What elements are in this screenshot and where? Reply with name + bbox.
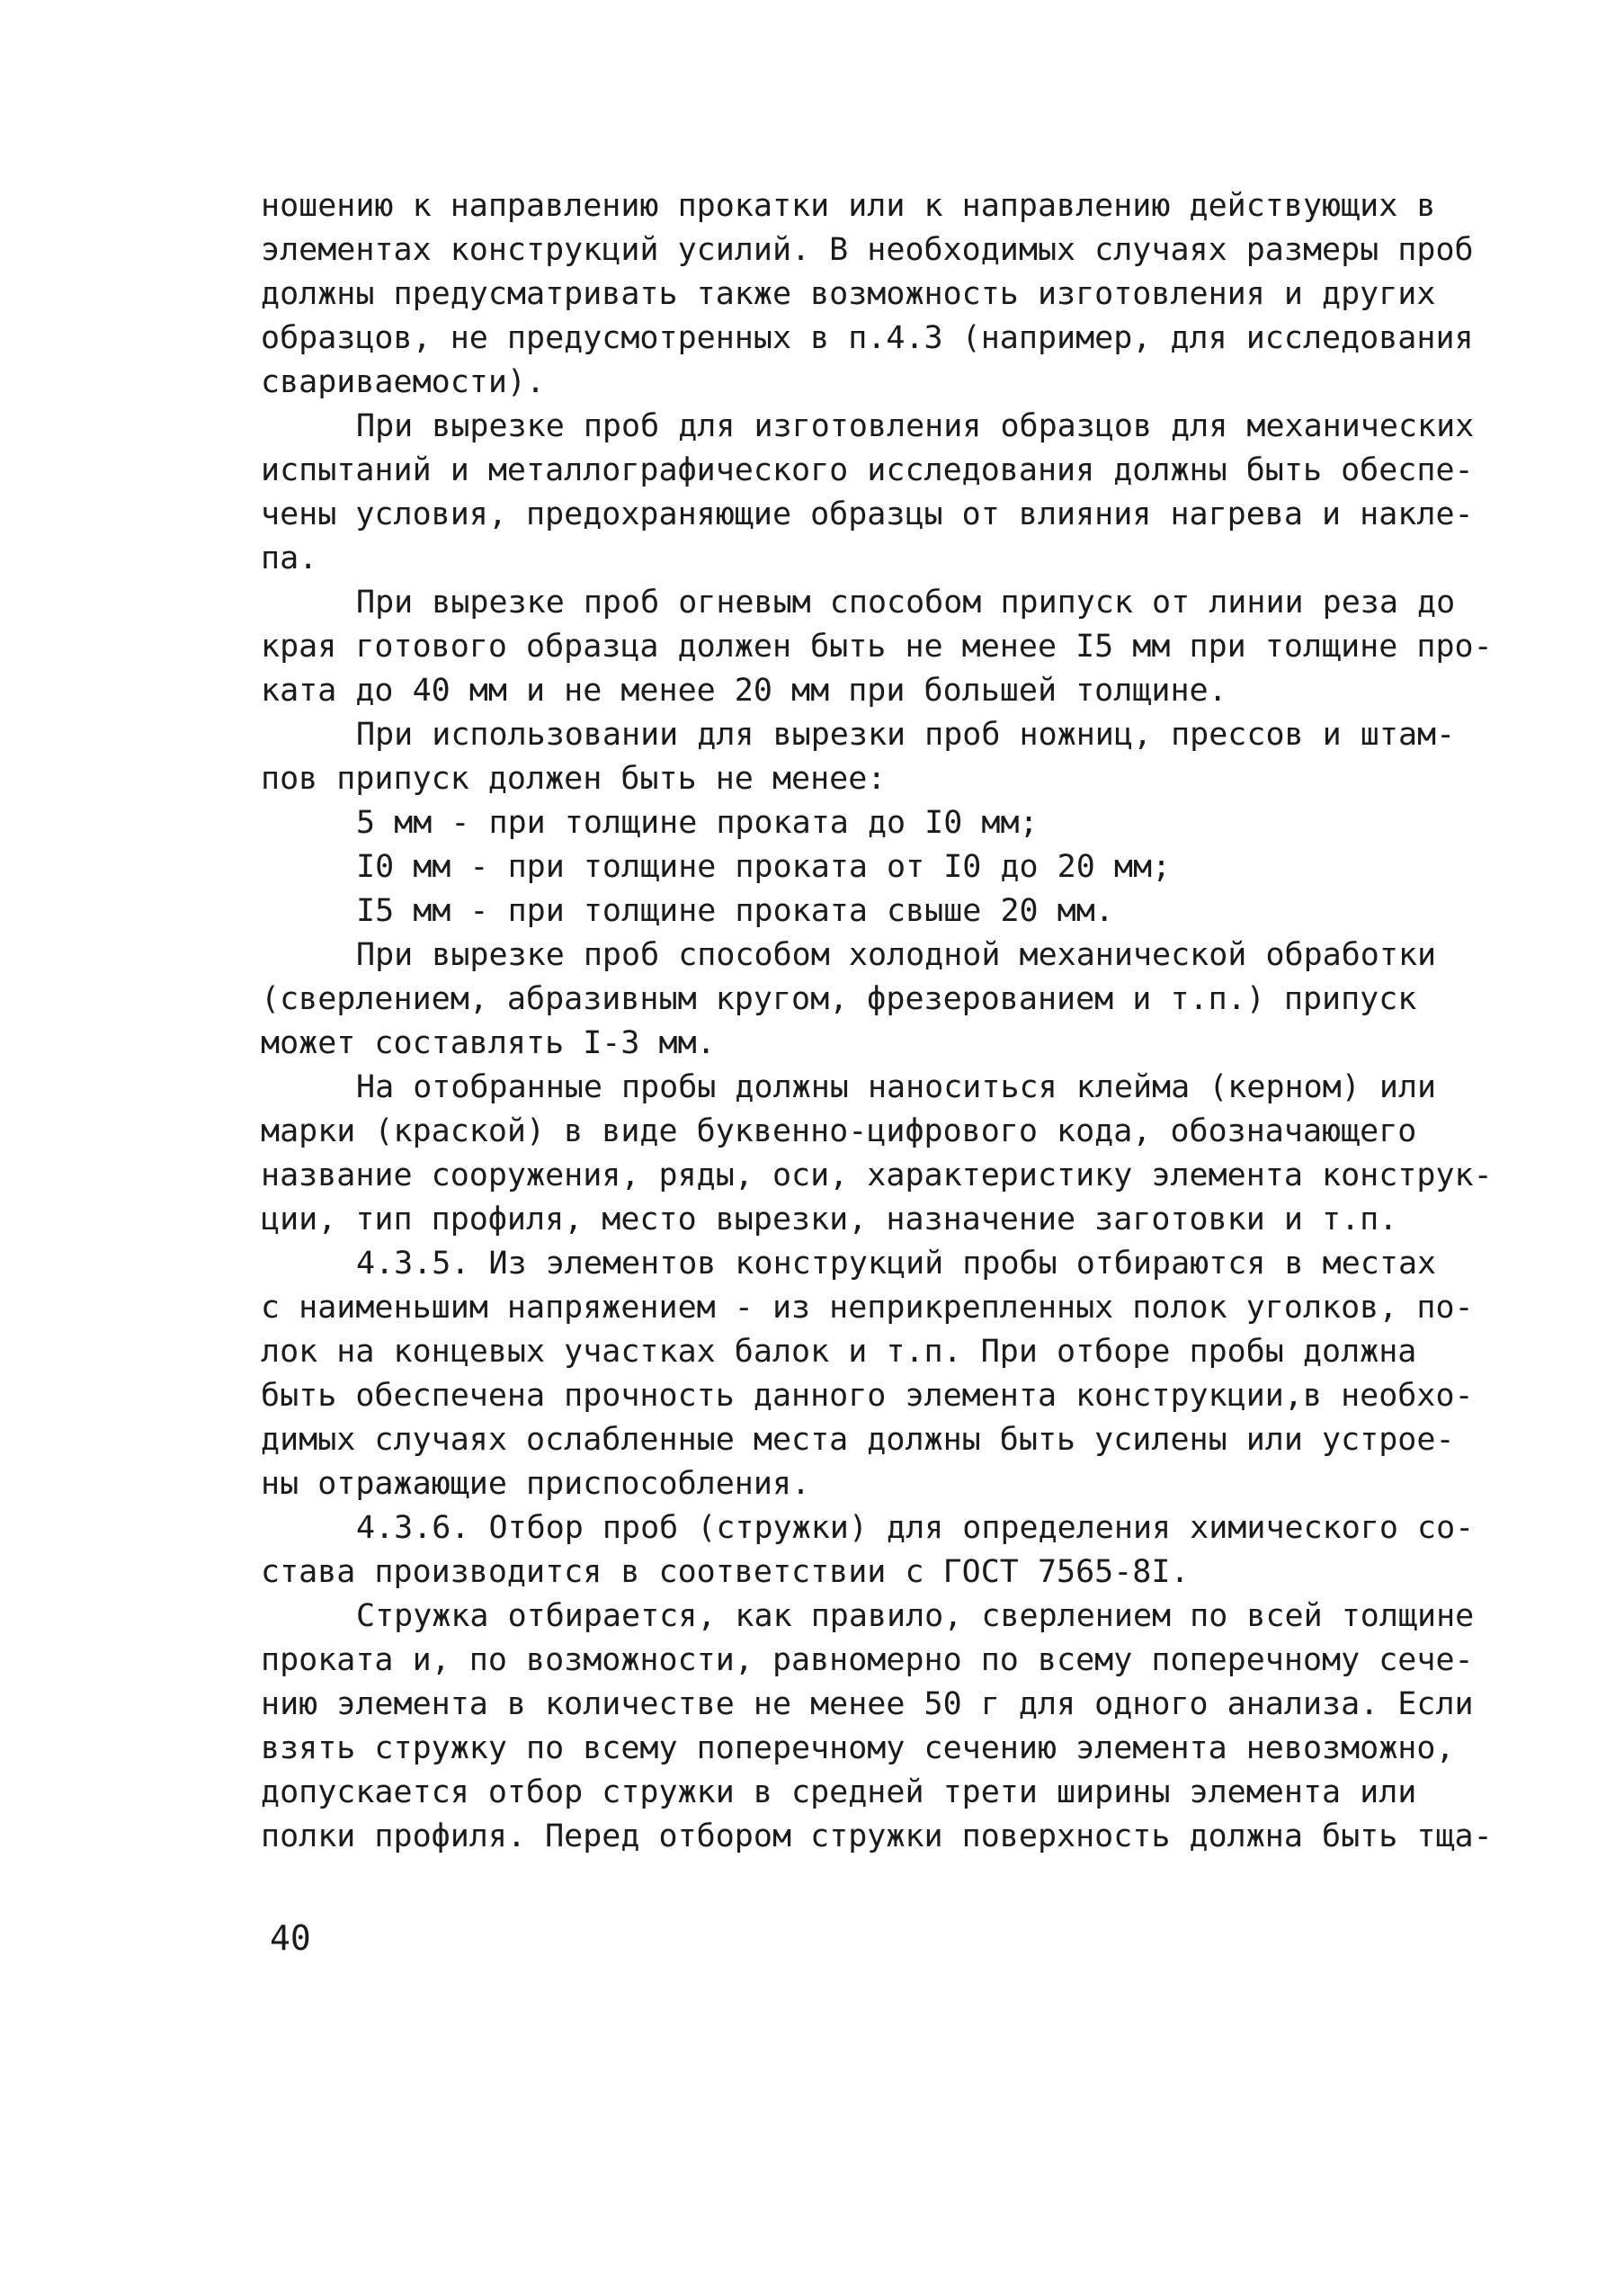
text-line: образцов, не предусмотренных в п.4.3 (например, для исследования — [261, 320, 1474, 356]
text-line: с наименьшим напряжением - из неприкрепленных полок уголков, по- — [261, 1290, 1474, 1326]
text-line: ны отражающие приспособления. — [261, 1466, 811, 1502]
text-line: полки профиля. Перед отбором стружки поверхность должна быть тща- — [261, 1818, 1493, 1854]
text-line: название сооружения, ряды, оси, характеристику элемента конструк- — [261, 1157, 1493, 1193]
text-line: должны предусматривать также возможность изготовления и других — [261, 276, 1436, 312]
text-line: края готового образца должен быть не менее I5 мм при толщине про- — [261, 629, 1493, 665]
text-line: При вырезке проб способом холодной механической обработки — [356, 937, 1437, 973]
text-line: ции, тип профиля, место вырезки, назначение заготовки и т.п. — [261, 1202, 1398, 1237]
page-number: 40 — [270, 1918, 311, 1958]
text-line: 5 мм - при толщине проката до I0 мм; — [356, 805, 1039, 841]
text-line: (сверлением, абразивным кругом, фрезерованием и т.п.) припуск — [261, 981, 1417, 1017]
text-line: 4.3.5. Из элементов конструкций пробы отбираются в местах — [356, 1246, 1437, 1282]
text-line: нию элемента в количестве не менее 50 г для одного анализа. Если — [261, 1686, 1474, 1722]
text-line: может составлять I-3 мм. — [261, 1025, 716, 1061]
text-line: Стружка отбирается, как правило, сверлением по всей толщине — [356, 1598, 1475, 1634]
text-line: става производится в соответствии с ГОСТ 7565-8I. — [261, 1554, 1190, 1590]
text-line: быть обеспечена прочность данного элемента конструкции,в необхо- — [261, 1378, 1474, 1414]
text-line: свариваемости). — [261, 364, 546, 400]
text-line: На отобранные пробы должны наноситься клейма (керном) или — [356, 1069, 1437, 1105]
text-line: марки (краской) в виде буквенно-цифрового кода, обозначающего — [261, 1113, 1417, 1149]
text-line: димых случаях ослабленные места должны быть усилены или устрое- — [261, 1422, 1455, 1458]
text-line: ношению к направлению прокатки или к направлению действующих в — [261, 188, 1436, 224]
text-line: 4.3.6. Отбор проб (стружки) для определения химического со- — [356, 1510, 1475, 1546]
body-text — [261, 184, 1493, 1859]
text-line: При вырезке проб огневым способом припуск от линии реза до — [356, 585, 1456, 621]
text-line: лок на концевых участках балок и т.п. При отборе пробы должна — [261, 1334, 1417, 1370]
text-line: пов припуск должен быть не менее: — [261, 761, 887, 797]
text-line: I0 мм - при толщине проката от I0 до 20 мм; — [356, 849, 1172, 885]
text-line: элементах конструкций усилий. В необходимых случаях размеры проб — [261, 232, 1474, 268]
text-line: взять стружку по всему поперечному сечению элемента невозможно, — [261, 1730, 1455, 1766]
text-line: па. — [261, 540, 318, 576]
text-line: чены условия, предохраняющие образцы от влияния нагрева и накле- — [261, 496, 1474, 532]
text-line: допускается отбор стружки в средней трети ширины элемента или — [261, 1774, 1417, 1810]
text-line: При вырезке проб для изготовления образцов для механических — [356, 408, 1475, 444]
text-line: I5 мм - при толщине проката свыше 20 мм. — [356, 893, 1114, 929]
text-line: При использовании для вырезки проб ножниц, прессов и штам- — [356, 717, 1456, 753]
text-line: испытаний и металлографического исследования должны быть обеспе- — [261, 452, 1474, 488]
text-line: ката до 40 мм и не менее 20 мм при большей толщине. — [261, 673, 1227, 709]
text-line: проката и, по возможности, равномерно по всему поперечному сече- — [261, 1642, 1474, 1678]
